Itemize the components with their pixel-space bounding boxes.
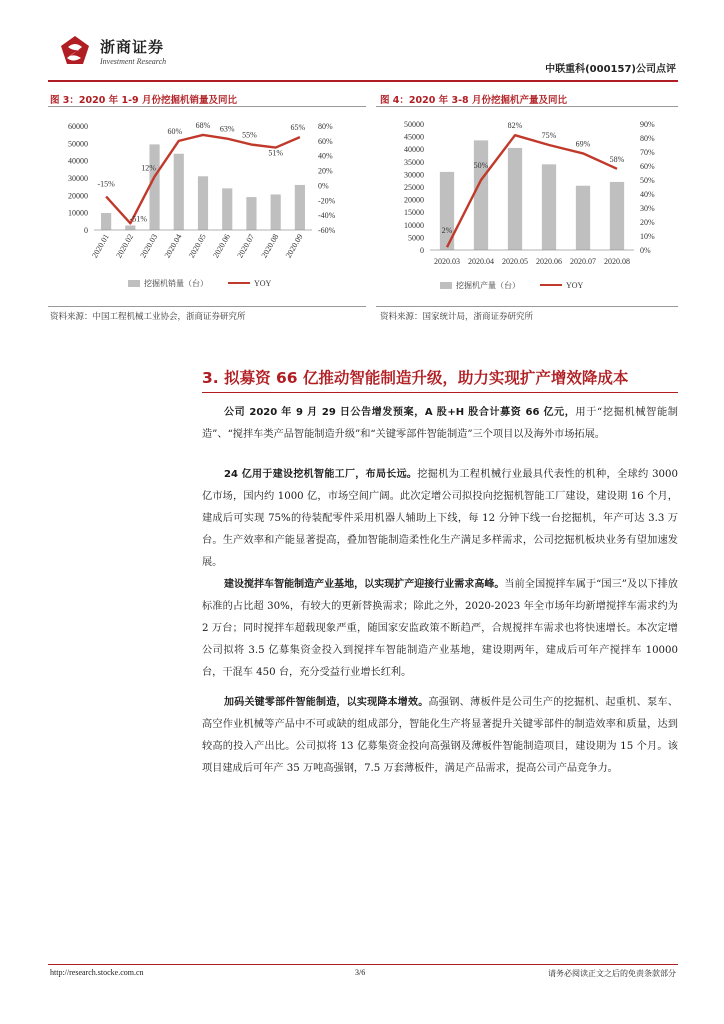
fig4-bar	[576, 186, 590, 250]
fig4-bar	[610, 182, 624, 250]
fig4-left-tick-label: 50000	[404, 120, 424, 129]
fig3-right-tick-label: 40%	[318, 151, 333, 161]
fig4-yoy-line	[447, 135, 617, 247]
section-heading: 3. 拟募资 66 亿推动智能制造升级，助力实现扩产增效降成本	[202, 369, 629, 387]
fig3-bar	[295, 185, 305, 230]
fig4-yoy-data-label: 75%	[541, 131, 557, 140]
fig3-yoy-data-label: 51%	[268, 148, 284, 158]
fig4-category-label: 2020.08	[604, 257, 630, 266]
fig4-yoy-data-label: 2%	[441, 226, 453, 236]
paragraph-2-lead: 24 亿用于建设挖机智能工厂，布局长远。	[224, 469, 418, 480]
fig3-category-label: 2020.07	[235, 232, 257, 260]
footer-disclaimer: 请务必阅读正文之后的免责条款部分	[548, 969, 676, 978]
fig3-bar	[101, 213, 111, 230]
fig4-category-label: 2020.05	[502, 257, 528, 266]
fig3-yoy-data-label: -15%	[97, 179, 115, 189]
figure3-chart	[48, 110, 366, 300]
fig4-yoy-data-label: 69%	[575, 139, 591, 149]
fig3-left-tick-label: 20000	[68, 191, 88, 201]
footer-divider	[48, 964, 678, 965]
figure4-source: 资料来源：国家统计局，浙商证券研究所	[380, 312, 534, 322]
logo-text: 浙商证券	[100, 38, 165, 56]
fig3-legend-line-label: YOY	[254, 279, 272, 288]
fig3-left-tick-label: 0	[84, 226, 88, 235]
fig4-right-tick-label: 80%	[640, 134, 655, 143]
logo-subtitle: Investment Research	[100, 57, 167, 66]
header-divider	[48, 80, 678, 82]
fig3-left-tick-label: 30000	[68, 174, 88, 183]
footer-url[interactable]: http://research.stocke.com.cn	[50, 968, 144, 977]
fig3-category-label: 2020.06	[211, 232, 232, 260]
fig4-category-label: 2020.04	[468, 257, 494, 266]
fig4-right-tick-label: 20%	[640, 218, 655, 227]
fig3-left-tick-label: 50000	[68, 139, 88, 149]
fig3-bar	[222, 188, 232, 230]
fig3-right-tick-label: -40%	[318, 211, 336, 221]
fig4-right-tick-label: 0%	[640, 246, 651, 255]
fig4-left-tick-label: 25000	[404, 183, 424, 192]
fig4-bar	[508, 148, 522, 250]
figure4-title-rule	[376, 106, 678, 107]
fig4-category-label: 2020.06	[536, 257, 562, 266]
paragraph-3-lead: 建设搅拌车智能制造产业基地，以实现扩产迎接行业需求高峰。	[224, 579, 505, 590]
fig3-right-tick-label: -60%	[318, 226, 336, 235]
fig4-left-tick-label: 35000	[404, 157, 424, 167]
fig4-category-label: 2020.07	[570, 257, 596, 266]
fig4-left-tick-label: 10000	[404, 220, 424, 230]
paragraph-4-body: 高强钢、薄板件是公司生产的挖掘机、起重机、泵车、高空作业机械等产品中不可或缺的组成部分，智能化生产将显著提升关键零部件的制造效率和质量，达到较高的投入产出比。公司拟将 13 亿募集资金投向高强钢及薄板件智能制造项目，建设期为 15 个月。该项目建成后可年产 35 万吨高强钢，7.5 万套薄板件，满足产品需求，提高公司产品竞争力。	[202, 697, 679, 774]
fig4-left-tick-label: 45000	[404, 132, 424, 142]
fig4-left-tick-label: 5000	[408, 233, 424, 243]
fig3-bar	[246, 197, 256, 230]
fig3-left-tick-label: 40000	[68, 156, 88, 166]
fig3-right-tick-label: 60%	[318, 136, 333, 146]
page-header	[48, 30, 678, 80]
fig4-left-tick-label: 40000	[404, 145, 424, 155]
fig3-bar	[198, 176, 208, 230]
fig4-category-label: 2020.03	[434, 257, 460, 266]
figure3-source-rule	[48, 306, 366, 307]
fig3-category-label: 2020.04	[162, 232, 184, 260]
paragraph-3	[202, 574, 678, 684]
page-number: 3/6	[355, 968, 366, 977]
figure4-title: 图 4：2020 年 3-8 月份挖掘机产量及同比	[380, 95, 567, 106]
fig4-left-tick-label: 0	[420, 246, 424, 255]
section-divider	[202, 392, 678, 393]
fig4-right-tick-label: 10%	[640, 232, 655, 241]
paragraph-4-lead: 加码关键零部件智能制造，以实现降本增效。	[224, 697, 429, 708]
paragraph-4	[202, 692, 678, 780]
paragraph-2-body: 挖掘机为工程机械行业最具代表性的机种，全球约 3000 亿市场，国内约 1000 亿，市场空间广阔。此次定增公司拟投向挖掘机智能工厂建设，建设期 16 个月，建成后可实现 75%的待装配零件采用机器人辅助上下线，每 12 分钟下线一台挖掘机，年产可达 3.3 万台。生产效率和产能显著提高，叠加智能制造柔性化生产满足多样需求，公司挖掘机板块业务有望加速发展。	[202, 469, 678, 568]
fig3-category-label: 2020.09	[283, 232, 305, 260]
fig3-yoy-data-label: 68%	[195, 120, 211, 130]
fig4-legend-line-label: YOY	[566, 281, 584, 290]
fig3-bar	[271, 194, 281, 230]
fig4-right-tick-label: 30%	[640, 204, 655, 213]
fig3-right-tick-label: -20%	[318, 196, 336, 206]
fig3-category-label: 2020.03	[138, 232, 160, 260]
fig3-yoy-data-label: 55%	[242, 130, 257, 140]
fig4-yoy-data-label: 58%	[609, 154, 625, 164]
figure4-chart	[376, 110, 678, 300]
fig4-left-tick-label: 20000	[404, 195, 424, 205]
figure4-source-rule	[376, 306, 678, 307]
fig3-category-label: 2020.05	[186, 232, 208, 260]
fig4-left-tick-label: 30000	[404, 170, 424, 180]
paragraph-1-body: 用于“挖掘机械智能制造”、“搅拌车类产品智能制造升级”和“关键零部件智能制造”三个项目以及海外市场拓展。	[202, 407, 678, 440]
figure3-source: 资料来源：中国工程机械工业协会，浙商证券研究所	[50, 312, 246, 322]
fig4-legend-bar-swatch	[440, 282, 452, 289]
fig4-yoy-data-label: 82%	[507, 121, 523, 131]
fig3-category-label: 2020.01	[90, 232, 111, 260]
fig3-bar	[149, 144, 159, 230]
fig3-left-tick-label: 60000	[68, 122, 88, 131]
fig3-yoy-data-label: 60%	[167, 126, 183, 136]
fig4-right-tick-label: 70%	[640, 148, 655, 157]
document-title: 中联重科(000157)公司点评	[545, 64, 676, 75]
brand-logo-icon	[58, 34, 92, 68]
fig3-category-label: 2020.02	[114, 232, 136, 260]
fig3-left-tick-label: 10000	[68, 208, 88, 218]
fig3-legend-bar-swatch	[128, 280, 140, 287]
figure3-title: 图 3：2020 年 1-9 月份挖掘机销量及同比	[50, 95, 237, 106]
fig3-yoy-data-label: 63%	[219, 124, 235, 134]
fig3-legend-bar-label: 挖掘机销量（台）	[144, 279, 208, 288]
fig4-legend-bar-label: 挖掘机产量（台）	[456, 281, 520, 290]
fig3-bar	[125, 225, 135, 230]
fig4-right-tick-label: 60%	[640, 162, 655, 171]
paragraph-3-body: 当前全国搅拌车属于“国三”及以下排放标准的占比超 30%，有较大的更新替换需求；除此之外，2020-2023 年全市场年均新增搅拌车需求约为 2 万台；同时搅拌车超载现象严重，随国家安监政策不断趋严，合规搅拌车需求也将快速增长。本次定增公司拟将 3.5 亿募集资金投入到搅拌车智能制造产业基地，建设期两年，建成后可年产搅拌车 10000 台，干混车 450 台，充分受益行业增长红利。	[202, 579, 678, 678]
paragraph-1	[202, 402, 678, 446]
fig3-category-label: 2020.08	[259, 232, 281, 260]
fig4-bar	[542, 164, 556, 250]
fig4-right-tick-label: 50%	[640, 176, 655, 185]
fig4-right-tick-label: 40%	[640, 190, 655, 199]
figure3-title-rule	[48, 106, 366, 107]
fig3-right-tick-label: 0%	[318, 181, 329, 191]
fig3-yoy-data-label: -51%	[129, 214, 147, 224]
fig4-right-tick-label: 90%	[640, 120, 655, 129]
fig3-yoy-data-label: 65%	[290, 123, 306, 133]
fig3-right-tick-label: 80%	[318, 122, 333, 131]
paragraph-2	[202, 464, 678, 574]
fig4-left-tick-label: 15000	[404, 208, 424, 218]
fig4-bar	[474, 140, 488, 250]
fig3-right-tick-label: 20%	[318, 166, 333, 176]
fig4-yoy-data-label: 50%	[473, 161, 489, 170]
fig3-yoy-data-label: 12%	[141, 163, 156, 173]
fig3-bar	[174, 154, 184, 230]
paragraph-1-lead: 公司 2020 年 9 月 29 日公告增发预案，A 股+H 股合计募资 66 亿元，	[224, 407, 576, 418]
